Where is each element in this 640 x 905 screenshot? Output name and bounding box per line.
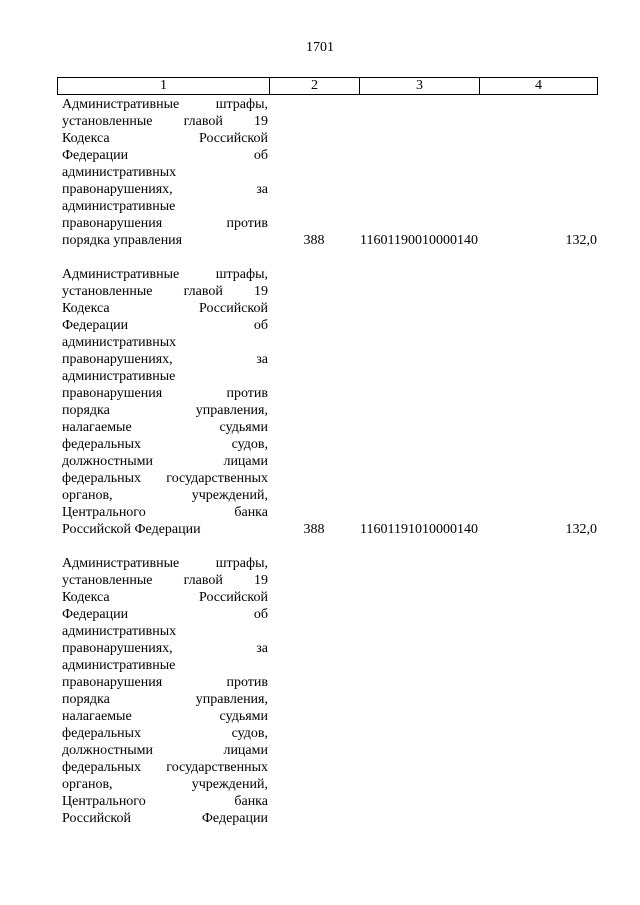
name-line: Центрального банка <box>62 505 268 520</box>
revenue-name <box>62 266 268 538</box>
name-line: правонарушениях, за <box>62 182 268 197</box>
column-header-3: 3 <box>360 78 480 95</box>
name-line: должностными лицами <box>62 743 268 758</box>
name-line: установленные главой 19 <box>62 284 268 299</box>
name-line: Центрального банка <box>62 794 268 809</box>
name-line: правонарушениях, за <box>62 352 268 367</box>
name-line: налагаемые судьями <box>62 709 268 724</box>
name-line: Кодекса Российской <box>62 301 268 316</box>
name-line: Федерации об <box>62 607 268 622</box>
table-header-row <box>58 78 598 95</box>
table-row <box>57 96 597 249</box>
name-line: Федерации об <box>62 148 268 163</box>
name-line: Административные штрафы, <box>62 97 268 112</box>
name-line: установленные главой 19 <box>62 573 268 588</box>
name-line: административные <box>62 369 176 384</box>
name-line: порядка управления, <box>62 692 268 707</box>
table-header <box>57 77 598 95</box>
name-line: федеральных государственных <box>62 760 268 775</box>
admin-code-cell: 388 <box>303 522 325 537</box>
name-line: федеральных судов, <box>62 726 268 741</box>
table-row <box>57 266 597 538</box>
name-line: Административные штрафы, <box>62 556 268 571</box>
name-line: федеральных судов, <box>62 437 268 452</box>
name-line: правонарушения против <box>62 675 268 690</box>
name-line: правонарушения против <box>62 386 268 401</box>
classification-code-cell: 11601190010000140 <box>360 233 478 248</box>
table-body <box>57 96 597 844</box>
name-line: органов, учреждений, <box>62 488 268 503</box>
column-header-1: 1 <box>58 78 270 95</box>
name-line: административных <box>62 165 177 180</box>
name-line: Кодекса Российской <box>62 131 268 146</box>
name-line: установленные главой 19 <box>62 114 268 129</box>
name-line: административных <box>62 335 177 350</box>
name-line: органов, учреждений, <box>62 777 268 792</box>
classification-code-cell: 11601191010000140 <box>360 522 478 537</box>
admin-code-cell: 388 <box>303 233 325 248</box>
name-line: административные <box>62 199 176 214</box>
name-line: Российской Федерации <box>62 811 268 826</box>
name-line: правонарушениях, за <box>62 641 268 656</box>
name-line: налагаемые судьями <box>62 420 268 435</box>
name-line: Российской Федерации <box>62 522 201 537</box>
name-line: федеральных государственных <box>62 471 268 486</box>
amount-cell: 132,0 <box>565 522 597 537</box>
revenue-name <box>62 96 268 249</box>
name-line: Федерации об <box>62 318 268 333</box>
name-line: Кодекса Российской <box>62 590 268 605</box>
name-line: административные <box>62 658 176 673</box>
name-line: порядка управления, <box>62 403 268 418</box>
revenue-name <box>62 555 268 827</box>
name-line: порядка управления <box>62 233 183 248</box>
page-number: 1701 <box>306 40 334 55</box>
name-line: административных <box>62 624 177 639</box>
name-line: должностными лицами <box>62 454 268 469</box>
column-header-2: 2 <box>270 78 360 95</box>
name-line: правонарушения против <box>62 216 268 231</box>
name-line: Административные штрафы, <box>62 267 268 282</box>
amount-cell: 132,0 <box>565 233 597 248</box>
table-row <box>57 555 597 827</box>
column-header-4: 4 <box>480 78 598 95</box>
